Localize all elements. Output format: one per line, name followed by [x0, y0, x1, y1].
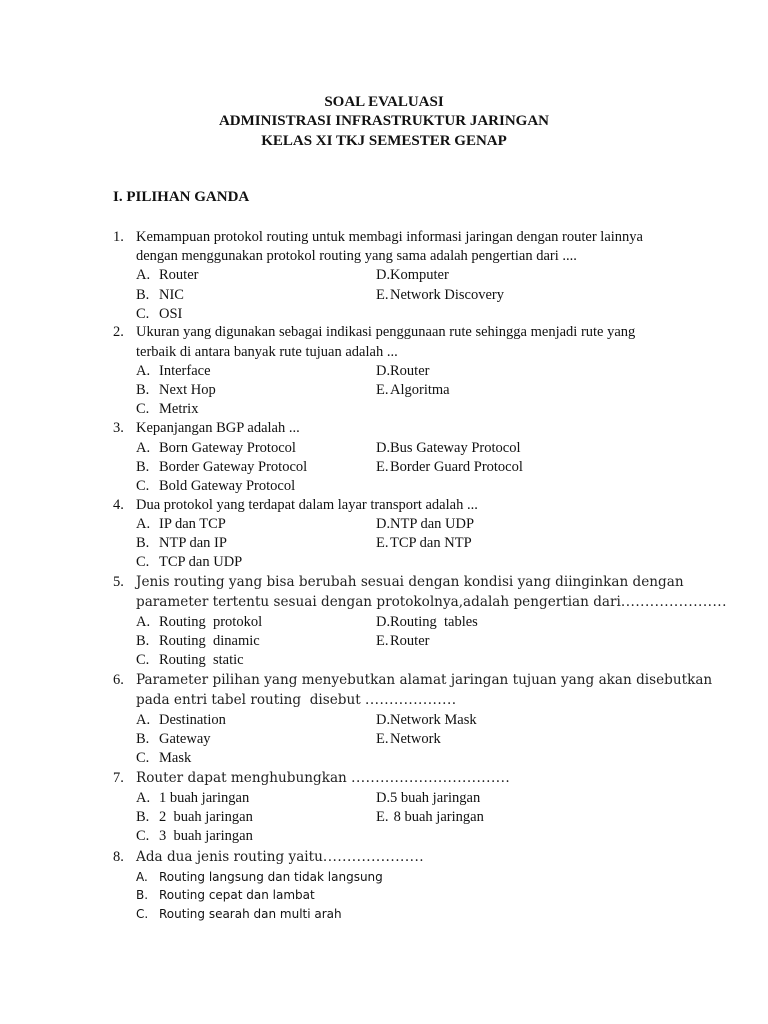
question-6-text-cont: pada entri tabel routing disebut ...................	[136, 692, 457, 708]
q2-option-d: D.Router	[376, 363, 430, 379]
q6-option-a: A. Destination	[136, 712, 226, 728]
q7-option-b: B. 2 buah jaringan	[136, 809, 253, 825]
question-3-number: 3.	[113, 420, 124, 436]
q7-option-a: A. 1 buah jaringan	[136, 790, 250, 806]
q1-option-d: D.Komputer	[376, 267, 449, 283]
q1-option-e: E. Network Discovery	[376, 287, 504, 303]
doc-subject: ADMINISTRASI INFRASTRUKTUR JARINGAN	[218, 113, 550, 129]
q6-option-d: D.Network Mask	[376, 712, 477, 728]
doc-class: KELAS XI TKJ SEMESTER GENAP	[261, 133, 507, 149]
question-2-number: 2.	[113, 324, 124, 340]
question-4-number: 4.	[113, 497, 124, 513]
q6-option-b: B. Gateway	[136, 731, 211, 747]
question-6-text: Parameter pilihan yang menyebutkan alamat jaringan tujuan yang akan disebutkan	[136, 672, 713, 688]
q7-option-c: C. 3 buah jaringan	[136, 828, 253, 844]
q2-option-e: E. Algoritma	[376, 382, 450, 398]
q3-option-b: B. Border Gateway Protocol	[136, 459, 308, 475]
q5-option-b: B. Routing dinamic	[136, 633, 260, 649]
question-1-text: Kemampuan protokol routing untuk membagi informasi jaringan dengan router lainnya	[136, 229, 643, 245]
q4-option-c: C. TCP dan UDP	[136, 554, 243, 570]
question-5-text-cont: parameter tertentu sesuai dengan protokolnya,adalah pengertian dari......................	[136, 594, 727, 610]
question-2-text: Ukuran yang digunakan sebagai indikasi penggunaan rute sehingga menjadi rute yang	[136, 324, 636, 340]
question-1-text-cont: dengan menggunakan protokol routing yang sama adalah pengertian dari ....	[136, 248, 577, 264]
q4-option-d: D.NTP dan UDP	[376, 516, 475, 532]
q7-option-e: E. 8 buah jaringan	[376, 809, 484, 825]
question-5-number: 5.	[113, 574, 124, 590]
q4-option-b: B. NTP dan IP	[136, 535, 227, 551]
q3-option-d: D.Bus Gateway Protocol	[376, 440, 521, 456]
q4-option-a: A. IP dan TCP	[136, 516, 226, 532]
q3-option-e: E. Border Guard Protocol	[376, 459, 523, 475]
q3-option-a: A. Born Gateway Protocol	[136, 440, 296, 456]
question-2-text-cont: terbaik di antara banyak rute tujuan adalah ...	[136, 344, 398, 360]
question-3-text: Kepanjangan BGP adalah ...	[136, 420, 300, 436]
question-7-text: Router dapat menghubungkan .................................	[136, 770, 511, 786]
q5-option-c: C. Routing static	[136, 652, 244, 668]
question-7-number: 7.	[113, 770, 124, 786]
q1-option-b: B. NIC	[136, 287, 184, 303]
q2-option-a: A. Interface	[136, 363, 211, 379]
q8-option-c: C. Routing searah dan multi arah	[136, 907, 342, 921]
question-8-number: 8.	[113, 849, 124, 865]
answer-blank: .....................	[322, 849, 425, 865]
q8-option-b: B. Routing cepat dan lambat	[136, 888, 315, 902]
question-6-number: 6.	[113, 672, 124, 688]
question-8-text: Ada dua jenis routing yaitu.....................	[136, 849, 425, 865]
section-title: I. PILIHAN GANDA	[113, 189, 250, 205]
q5-option-e: E. Router	[376, 633, 430, 649]
q8-option-a: A. Routing langsung dan tidak langsung	[136, 870, 383, 884]
question-1-number: 1.	[113, 229, 124, 245]
question-5-text: Jenis routing yang bisa berubah sesuai dengan kondisi yang diinginkan dengan	[136, 574, 684, 590]
answer-blank: ...................	[365, 692, 457, 708]
q6-option-e: E. Network	[376, 731, 441, 747]
q5-option-a: A. Routing protokol	[136, 614, 263, 630]
doc-title: SOAL EVALUASI	[324, 94, 444, 110]
q1-option-a: A. Router	[136, 267, 199, 283]
answer-blank: ......................	[620, 594, 727, 610]
q2-option-b: B. Next Hop	[136, 382, 216, 398]
q7-option-d: D.5 buah jaringan	[376, 790, 481, 806]
q5-option-d: D.Routing tables	[376, 614, 478, 630]
q1-option-c: C. OSI	[136, 306, 183, 322]
question-4-text: Dua protokol yang terdapat dalam layar transport adalah ...	[136, 497, 478, 513]
q6-option-c: C. Mask	[136, 750, 192, 766]
q4-option-e: E. TCP dan NTP	[376, 535, 472, 551]
answer-blank: .................................	[351, 770, 511, 786]
q3-option-c: C. Bold Gateway Protocol	[136, 478, 296, 494]
q2-option-c: C. Metrix	[136, 401, 199, 417]
